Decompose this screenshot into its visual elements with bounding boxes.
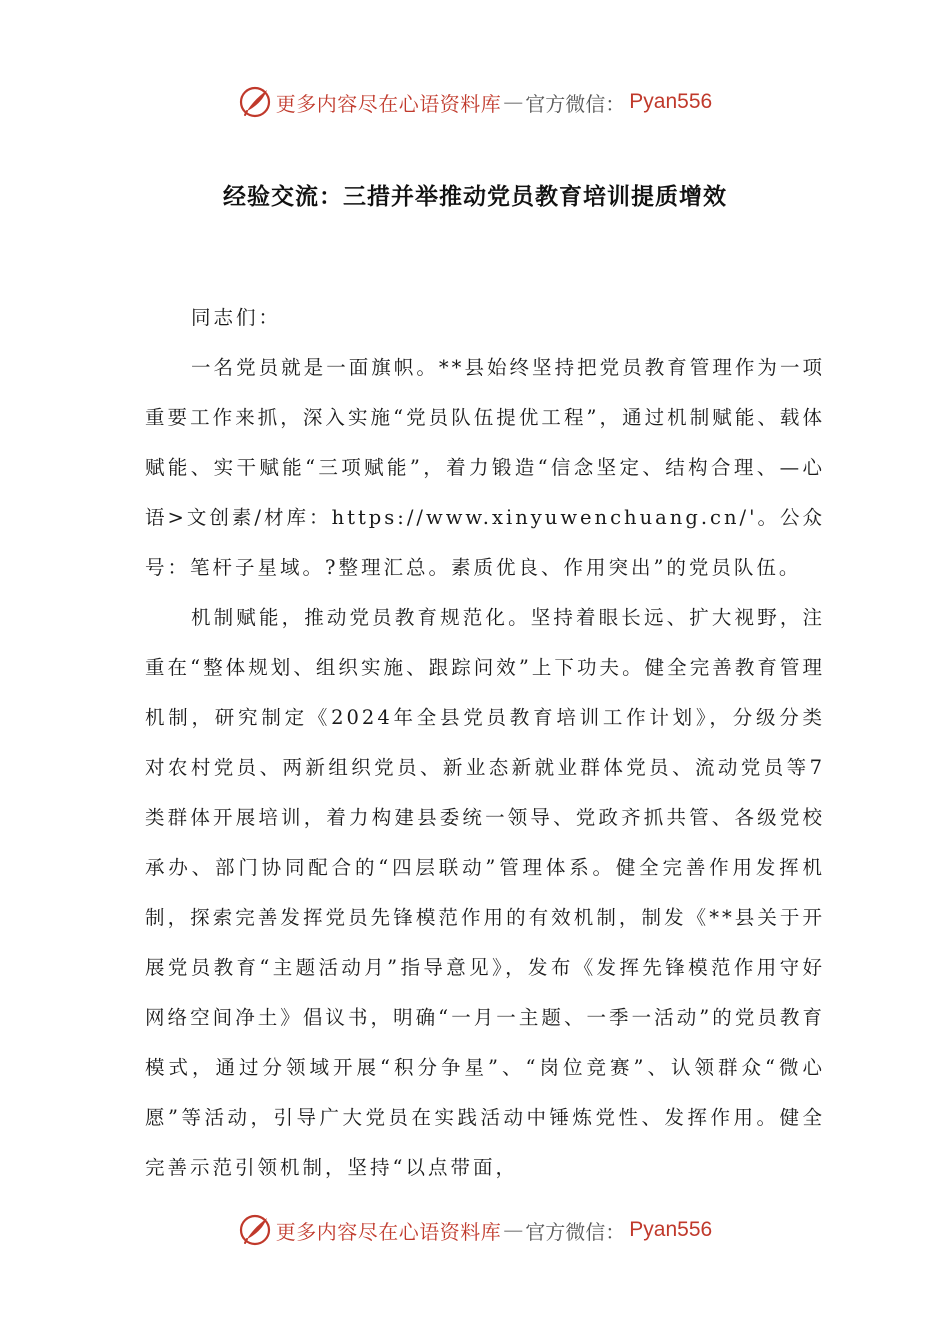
banner-wechat-label: 官方微信： [525,91,626,116]
document-body [145,293,825,1193]
footer-banner [0,1210,950,1250]
header-banner [0,82,950,122]
body-paragraph: 机制赋能，推动党员教育规范化。坚持着眼长远、扩大视野，注重在“整体规划、组织实施、跟踪问效”上下功夫。健全完善教育管理机制，研究制定《2024年全县党员教育培训工作计划》，分级分类对农村党员、两新组织党员、新业态新就业群体党员、流动党员等7类群体开展培训，着力构建县委统一领导、党政齐抓共管、各级党校承办、部门协同配合的“四层联动”管理体系。健全完善作用发挥机制，探索完善发挥党员先锋模范作用的有效机制，制发《**县关于开展党员教育“主题活动月”指导意见》，发布《发挥先锋模范作用守好网络空间净土》倡议书，明确“一月一主题、一季一活动”的党员教育模式，通过分领域开展“积分争星”、“岗位竞赛”、认领群众“微心愿”等活动，引导广大党员在实践活动中锤炼党性、发挥作用。健全完善示范引领机制，坚持“以点带面， [145,606,825,1179]
body-paragraph: 一名党员就是一面旗帜。**县始终坚持把党员教育管理作为一项重要工作来抓，深入实施“党员队伍提优工程”，通过机制赋能、载体赋能、实干赋能“三项赋能”，着力锻造“信念坚定、结构合理、—心语>文创素/材库：https://www.xinyuwenchuang.cn/'。公众号：笔杆子星域。?整理汇总。素质优良、作用突出”的党员队伍。 [145,356,825,579]
banner-wechat-id: Pyan556 [629,1218,713,1241]
banner-wechat-id: Pyan556 [629,90,713,113]
document-title: 经验交流：三措并举推动党员教育培训提质增效 [223,184,727,210]
salutation: 同志们： [191,306,282,329]
banner-separator: — [503,1218,524,1242]
banner-text: 更多内容尽在心语资料库 [275,91,502,116]
quill-pen-logo-icon [238,1213,272,1247]
banner-text: 更多内容尽在心语资料库 [275,1219,502,1244]
quill-pen-logo-icon [238,85,272,119]
banner-wechat-label: 官方微信： [525,1219,626,1244]
banner-separator: — [503,90,524,114]
